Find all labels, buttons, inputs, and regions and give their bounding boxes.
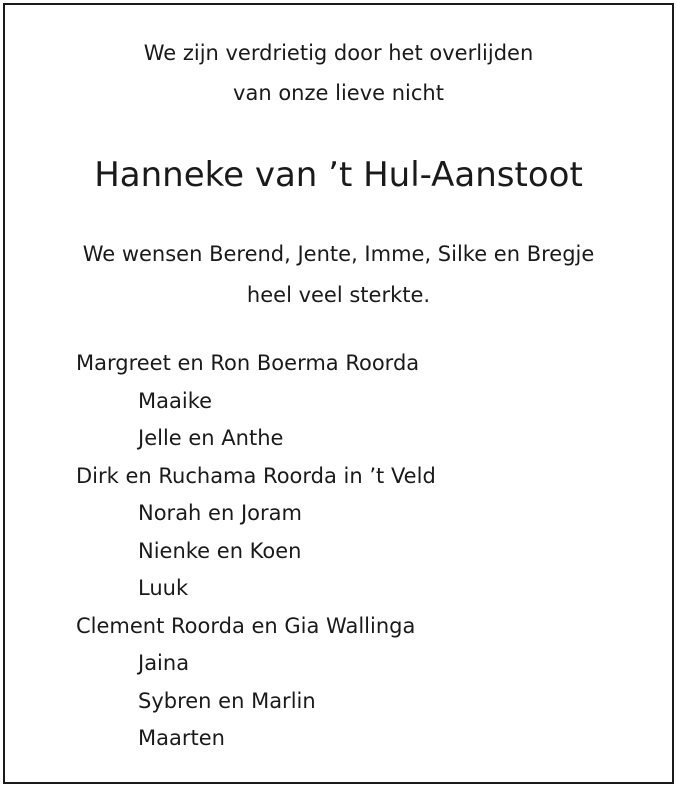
family-group-name: Dirk en Ruchama Roorda in ’t Veld	[76, 463, 436, 488]
intro-line: We zijn verdrietig door het overlijden	[143, 41, 534, 65]
family-group-name: Clement Roorda en Gia Wallinga	[76, 613, 416, 638]
family-member-name: Luuk	[138, 576, 189, 600]
family-member-name: Jelle en Anthe	[138, 426, 284, 450]
condolence-line: heel veel sterkte.	[246, 283, 431, 307]
family-member-name: Sybren en Marlin	[138, 688, 316, 713]
condolence-line: We wensen Berend, Jente, Imme, Silke en Bregje	[82, 242, 595, 266]
family-group-name: Margreet en Ron Boerma Roorda	[76, 351, 420, 375]
deceased-name: Hanneke van ’t Hul-Aanstoot	[94, 155, 583, 195]
intro-line: van onze lieve nicht	[233, 81, 444, 105]
family-member-name: Jaina	[138, 651, 190, 675]
family-member-name: Nienke en Koen	[138, 538, 302, 563]
family-member-name: Norah en Joram	[138, 501, 302, 525]
family-member-name: Maarten	[138, 726, 225, 750]
family-member-name: Maaike	[138, 388, 213, 413]
obituary-notice	[3, 3, 674, 784]
